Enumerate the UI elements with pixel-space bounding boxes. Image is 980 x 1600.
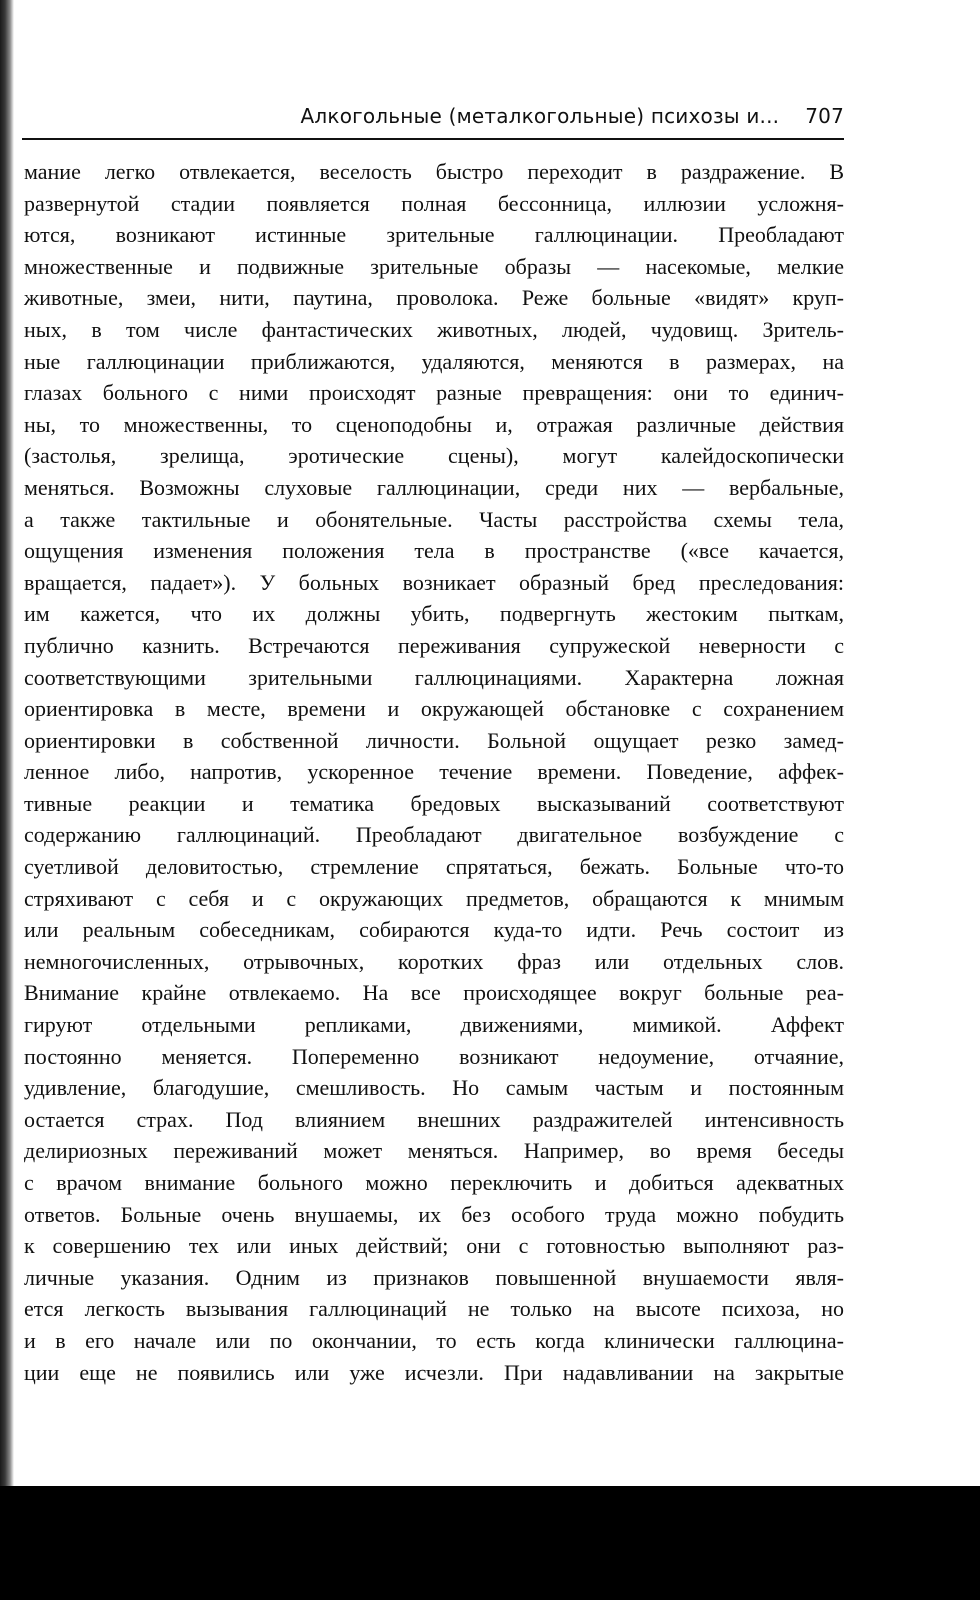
text-line: постоянно меняется. Попеременно возникают недоумение, отчаяние, [24, 1043, 844, 1069]
text-line: ориентировки в собственной личности. Больной ощущает резко замед- [24, 727, 844, 753]
text-line: ориентировка в месте, времени и окружающей обстановке с сохранением [24, 696, 844, 722]
text-line: ны, то множественны, то сценоподобны и, отражая различные действия [24, 411, 844, 437]
text-line: делириозных переживаний может меняться. Например, во время беседы [24, 1138, 844, 1164]
text-line: ответов. Больные очень внушаемы, их без особого труда можно побудить [24, 1201, 844, 1227]
text-line: к совершению тех или иных действий; они с готовностью выполняют раз- [24, 1233, 844, 1259]
text-line: ется легкость вызывания галлюцинаций не только на высоте психоза, но [24, 1296, 844, 1322]
text-line: публично казнить. Встречаются переживания супружеской неверности с [24, 632, 844, 658]
text-line: удивление, благодушие, смешливость. Но самым частым и постоянным [24, 1075, 844, 1101]
text-line: развернутой стадии появляется полная бессонница, иллюзии усложня- [24, 190, 844, 216]
text-line: содержанию галлюцинаций. Преобладают двигательное возбуждение с [24, 822, 844, 848]
text-line: им кажется, что их должны убить, подвергнуть жестоким пыткам, [24, 601, 844, 627]
text-line: гируют отдельными репликами, движениями, мимикой. Аффект [24, 1012, 844, 1038]
text-line: ются, возникают истинные зрительные галлюцинации. Преобладают [24, 222, 844, 248]
text-line: тивные реакции и тематика бредовых высказываний соответствуют [24, 790, 844, 816]
text-line: мание легко отвлекается, веселость быстро переходит в раздражение. В [24, 159, 844, 184]
page-number: 707 [805, 104, 844, 128]
text-line: ции еще не появились или уже исчезли. При надавливании на закрытые [24, 1359, 844, 1385]
text-line: личные указания. Одним из признаков повышенной внушаемости явля- [24, 1264, 844, 1290]
text-line: немногочисленных, отрывочных, коротких фраз или отдельных слов. [24, 948, 844, 974]
text-line: стряхивают с себя и с окружающих предметов, обращаются к мнимым [24, 885, 844, 911]
text-line: животные, змеи, нити, паутина, проволока. Реже больные «видят» круп- [24, 285, 844, 311]
text-line: (застолья, зрелища, эротические сцены), могут калейдоскопически [24, 443, 844, 469]
text-line: с врачом внимание больного можно переключить и добиться адекватных [24, 1170, 844, 1195]
text-line: суетливой деловитостью, стремление спрятаться, бежать. Больные что-то [24, 854, 844, 880]
text-line: ощущения изменения положения тела в пространстве («все качается, [24, 538, 844, 564]
text-line: ных, в том числе фантастических животных, людей, чудовищ. Зритель- [24, 316, 844, 342]
text-line: меняться. Возможны слуховые галлюцинации, среди них — вербальные, [24, 474, 844, 500]
running-title: Алкогольные (металкогольные) психозы и... [300, 104, 780, 128]
running-head [301, 104, 844, 128]
text-line: ленное либо, напротив, ускоренное течение времени. Поведение, аффек- [24, 759, 844, 785]
page-header [22, 104, 844, 140]
text-line: и в его начале или по окончании, то есть когда клинически галлюцина- [24, 1327, 844, 1353]
text-line: вращается, падает»). У больных возникает образный бред преследования: [24, 569, 844, 595]
text-line: а также тактильные и обонятельные. Часты расстройства схемы тела, [24, 506, 844, 532]
text-line: остается страх. Под влиянием внешних раздражителей интенсивность [24, 1106, 844, 1132]
text-line: ные галлюцинации приближаются, удаляются, меняются в размерах, на [24, 348, 844, 374]
text-line: множественные и подвижные зрительные образы — насекомые, мелкие [24, 253, 844, 279]
body-text [24, 156, 844, 1388]
text-line: глазах больного с ними происходят разные превращения: они то единич- [24, 380, 844, 406]
page-spine-shadow [0, 0, 14, 1600]
text-line: соответствующими зрительными галлюцинациями. Характерна ложная [24, 664, 844, 690]
scan-bottom-edge [0, 1486, 980, 1600]
text-line: Внимание крайне отвлекаемо. На все происходящее вокруг больные реа- [24, 980, 844, 1006]
text-line: или реальным собеседникам, собираются куда-то идти. Речь состоит из [24, 917, 844, 943]
